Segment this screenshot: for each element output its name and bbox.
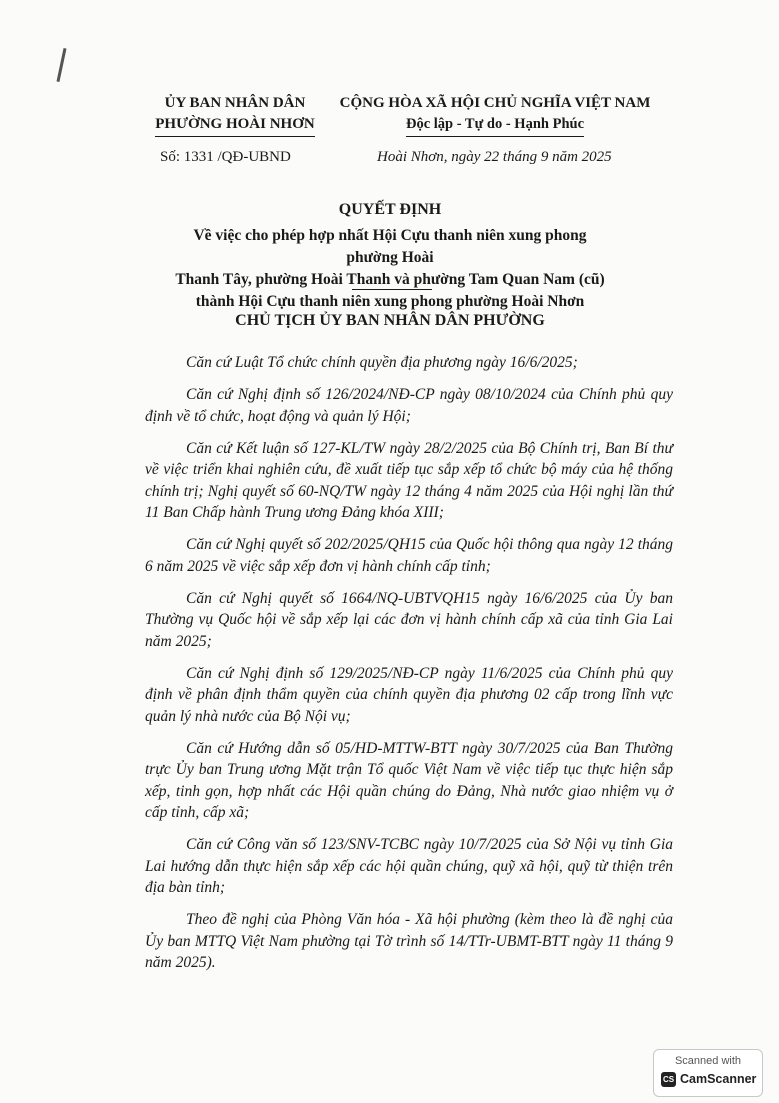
legal-basis-item: Căn cứ Hướng dẫn số 05/HD-MTTW-BTT ngày 30/7/2025 của Ban Thường trực Ủy ban Trung ương Mặt trận Tổ quốc Việt Nam về việc tiếp tục thực hiện sắp xếp, tinh gọn, hợp nhất các Hội quần chúng do Đảng, Nhà nước giao nhiệm vụ ở cấp tỉnh, cấp xã; [145,739,673,821]
legal-basis-item: Căn cứ Nghị quyết số 202/2025/QH15 của Quốc hội thông qua ngày 12 tháng 6 năm 2025 về việc sắp xếp đơn vị hành chính cấp tỉnh; [145,536,673,575]
legal-basis-item: Căn cứ Nghị định số 126/2024/NĐ-CP ngày 08/10/2024 của Chính phủ quy định về tổ chức, hoạt động và quản lý Hội; [145,386,673,425]
document-number: Số: 1331 /QĐ-UBND [160,149,291,165]
camscanner-brand: CamScanner [680,1072,757,1086]
document-title: QUYẾT ĐỊNH [338,201,442,218]
legal-basis-item: Căn cứ Nghị định số 129/2025/NĐ-CP ngày 11/6/2025 của Chính phủ quy định về phân định thẩm quyền của chính quyền địa phương 02 cấp trong lĩnh vực quản lý nhà nước của Bộ Nội vụ; [145,664,673,725]
legal-basis-item: Căn cứ Kết luận số 127-KL/TW ngày 28/2/2025 của Bộ Chính trị, Ban Bí thư về việc triển khai nghiên cứu, đề xuất tiếp tục sắp xếp tổ chức bộ máy của hệ thống chính trị; Nghị quyết số 60-NQ/TW ngày 12 tháng 4 năm 2025 của Hội nghị lần thứ 11 Ban Chấp hành Trung ương Đảng khóa XIII; [145,439,673,521]
camscanner-logo-icon: CS [661,1072,676,1087]
national-motto: Độc lập - Tự do - Hạnh Phúc [406,114,584,137]
subject-underline [352,289,432,290]
legal-basis-item: Căn cứ Nghị quyết số 1664/NQ-UBTVQH15 ngày 16/6/2025 của Ủy ban Thường vụ Quốc hội về sắp xếp lại các đơn vị hành chính cấp xã của tỉnh Gia Lai năm 2025; [145,589,673,650]
agency-header [135,93,335,137]
subject-line-1: Về việc cho phép hợp nhất Hội Cựu thanh niên xung phong phường Hoài [193,227,587,266]
legal-bases [145,352,673,984]
country-name: CỘNG HÒA XÃ HỘI CHỦ NGHĨA VIỆT NAM [339,95,651,111]
subject-line-2: Thanh Tây, phường Hoài Thanh và phường Tam Quan Nam (cũ) [175,271,605,288]
national-header [332,93,658,137]
legal-basis-item: Theo đề nghị của Phòng Văn hóa - Xã hội phường (kèm theo là đề nghị của Ủy ban MTTQ Việt Nam phường tại Tờ trình số 14/TTr-UBMT-BTT ngày 11 tháng 9 năm 2025). [145,911,673,971]
agency-line-1: ỦY BAN NHÂN DÂN [164,95,306,111]
document-subject [170,225,610,313]
subject-line-3: thành Hội Cựu thanh niên xung phong phường Hoài Nhơn [195,293,585,310]
issuing-authority: CHỦ TỊCH ỦY BAN NHÂN DÂN PHƯỜNG [235,312,545,329]
legal-basis-item: Căn cứ Luật Tổ chức chính quyền địa phương ngày 16/6/2025; [186,354,578,371]
scanned-with-label: Scanned with [674,1055,742,1067]
agency-line-2: PHƯỜNG HOÀI NHƠN [155,114,314,137]
legal-basis-item: Căn cứ Công văn số 123/SNV-TCBC ngày 10/7/2025 của Sở Nội vụ tỉnh Gia Lai hướng dẫn thực hiện sắp xếp các hội quần chúng, quỹ xã hội, quỹ từ thiện trên địa bàn tỉnh; [145,836,673,896]
camscanner-watermark [653,1049,763,1097]
document-date: Hoài Nhơn, ngày 22 tháng 9 năm 2025 [377,149,612,165]
